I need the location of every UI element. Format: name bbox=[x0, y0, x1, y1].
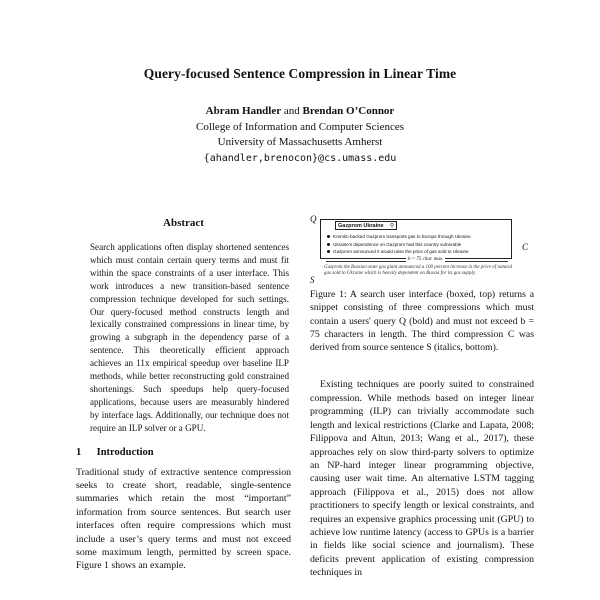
length-marker: b = 75 char. max. bbox=[408, 257, 444, 262]
affiliation-1: College of Information and Computer Sciences bbox=[195, 120, 405, 133]
length-measure bbox=[326, 258, 508, 264]
author-1: Abram Handler bbox=[205, 105, 282, 117]
left-column bbox=[76, 214, 291, 573]
author-2: Brendan O’Connor bbox=[302, 105, 395, 117]
bullet-icon bbox=[327, 250, 330, 253]
section-title: Introduction bbox=[96, 446, 154, 458]
magnifier-icon: ⚲ bbox=[389, 223, 394, 229]
right-body bbox=[310, 378, 534, 579]
snippet-item: Ukraine's dependence on Gazprom had this country vulnerable bbox=[327, 241, 471, 249]
author-email: {ahandler,brenocon}@cs.umass.edu bbox=[203, 152, 397, 164]
search-ui-box bbox=[320, 219, 512, 259]
bullet-icon bbox=[327, 235, 330, 238]
snippet-list bbox=[327, 233, 471, 256]
figure-caption: Figure 1: A search user interface (boxed, top) returns a snippet consisting of three compressions which must contain a users' query Q (bold) and must not exceed b = 75 characters in length. The third compression C was derived from source sentence S (italics, bottom). bbox=[310, 289, 534, 354]
abstract-text: Search applications often display shortened sentences which must contain certain query terms and must fit within the space constraints of a user interface. This work introduces a new transition-based sentence compression technique developed for such settings. Our query-focused method constructs length and lexically constrained compressions in linear time, by growing a subgraph in the dependency parse of a sentence. This theoretically efficient approach achieves an 11x empirical speedup over baseline ILP methods, while better reconstructing gold constrained shortenings. Such speedups help query-focused applications, because users are measurably hindered by interface lags. Additionally, our technique does not require an ILP solver or a GPU. bbox=[90, 242, 289, 433]
figure-1 bbox=[310, 214, 534, 284]
figure-label-q: Q bbox=[310, 214, 317, 224]
bullet-icon bbox=[327, 243, 330, 246]
figure-label-s: S bbox=[310, 275, 315, 285]
snippet-item: Kremlin-backed Gazprom transports gas to Europe through Ukraine bbox=[327, 233, 471, 241]
right-body-paragraph: Existing techniques are poorly suited to constrained compression. While methods based on integer linear programming (ILP) can trivially accommodate such length and lexical restrictions (Clarke and Lapata, 2008; Filippova and Altun, 2013; Wang et al., 2017), these approaches rely on slow third-party solvers to optimize an NP-hard integer linear programming objective, causing user wait time. An alternative LSTM tagging approach (Filippova et al., 2015) does not allow practitioners to specify length or lexical constraints, and requires an expensive graphics processing unit (GPU) to achieve low runtime latency (access to GPUs is a barrier in fields like social science and journalism). These deficits prevent application of existing compression techniques in bbox=[310, 379, 534, 579]
author-names bbox=[0, 104, 600, 120]
abstract-heading: Abstract bbox=[163, 217, 204, 229]
author-block bbox=[0, 104, 600, 166]
introduction-text: Traditional study of extractive sentence compression seeks to create short, readable, single-sentence summaries which retain the most “important” information from source sentences. But search user interfaces often require compressions which must include a user’s query terms and must not exceed some maximum length, permitted by screen space. Figure 1 shows an example. bbox=[76, 466, 291, 572]
snippet-item: Gazprom announced it would raise the price of gas sold to Ukraine bbox=[327, 248, 471, 256]
search-query-box bbox=[335, 221, 397, 230]
section-heading bbox=[76, 447, 291, 458]
search-query-text: Gazprom Ukraine bbox=[338, 223, 384, 229]
affiliation-2: University of Massachusetts Amherst bbox=[217, 136, 383, 148]
right-column bbox=[310, 214, 534, 580]
figure-label-c: C bbox=[522, 242, 529, 252]
author-conjunction: and bbox=[283, 105, 300, 117]
paper-title: Query-focused Sentence Compression in Linear Time bbox=[143, 66, 457, 81]
source-sentence: Gazprom the Russian state gas giant announced a 100 percent increase in the price of natural gas sold to Ukraine which is heavily dependent on Russia for its gas supply. bbox=[324, 265, 513, 276]
section-number: 1 bbox=[76, 446, 82, 458]
